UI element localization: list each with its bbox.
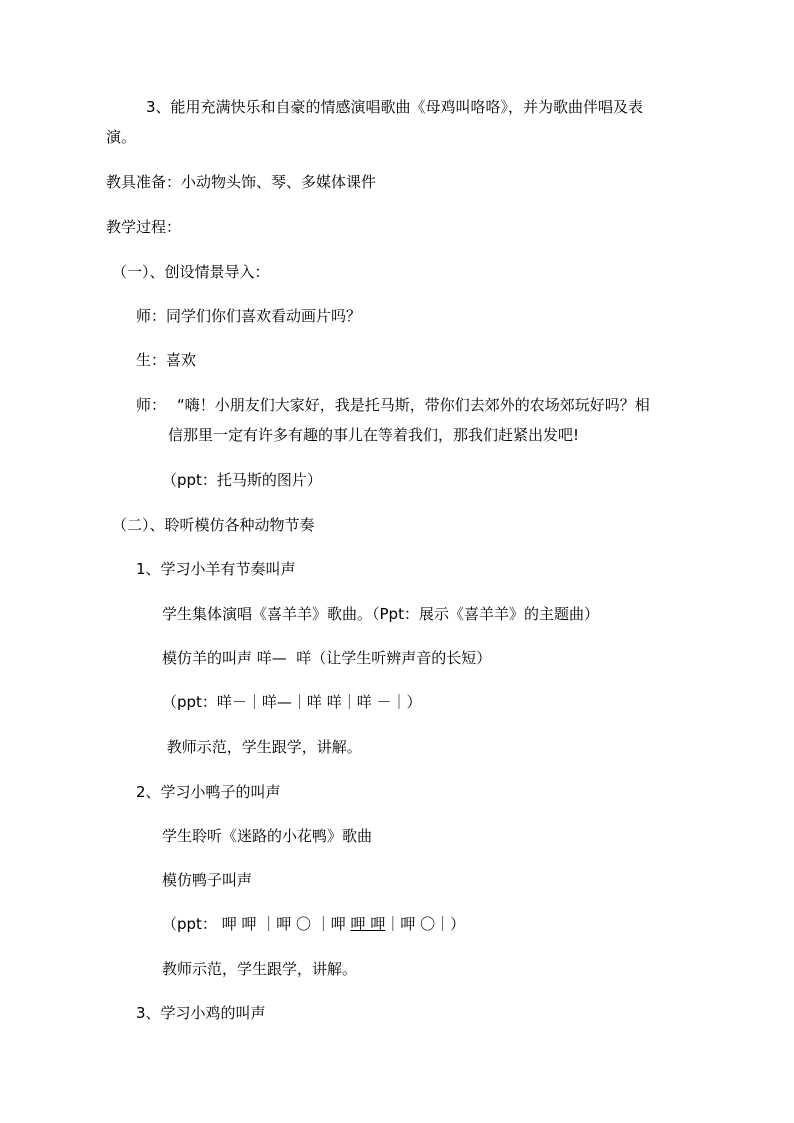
rhythm-underlined: 呷 呷: [350, 915, 386, 933]
item-2-line-2: 模仿鸭子叫声: [162, 871, 253, 889]
teacher-speech-line-1: “嗨！小朋友们大家好，我是托马斯，带你们去郊外的农场郊玩好吗？相: [177, 396, 650, 414]
item-2-line-1: 学生聆听《迷路的小花鸭》歌曲: [162, 827, 373, 845]
item-2-rhythm-line: [162, 914, 465, 934]
teacher-label: 师：: [136, 396, 167, 414]
student-answer: 生：喜欢: [136, 351, 197, 369]
item-1-title: 1、学习小羊有节奏叫声: [136, 560, 296, 578]
rhythm-after: ｜呷 〇｜）: [385, 915, 466, 933]
item-1-rhythm-line: （ppt：咩－｜咩—｜咩 咩｜咩 －｜）: [162, 693, 422, 711]
process-heading: 教学过程：: [106, 218, 182, 236]
section-1-title: （一）、创设情景导入：: [112, 263, 270, 281]
ppt-note-thomas: （ppt：托马斯的图片）: [162, 471, 322, 489]
materials-line: 教具准备：小动物头饰、琴、多媒体课件: [106, 173, 377, 191]
item-1-line-1: 学生集体演唱《喜羊羊》歌曲。（Ppt：展示《喜羊羊》的主题曲）: [162, 605, 599, 623]
item-3-title: 3、学习小鸡的叫声: [136, 1004, 266, 1022]
teacher-speech-line-2: 信那里一定有许多有趣的事儿在等着我们，那我们赶紧出发吧!: [168, 426, 580, 444]
section-2-title: （二）、聆听模仿各种动物节奏: [112, 516, 315, 534]
rhythm-before: （ppt： 呷 呷 ｜呷 〇 ｜呷: [162, 915, 351, 933]
item-1-line-4: 教师示范，学生跟学，讲解。: [162, 738, 362, 756]
objective-3-line-2: 演。: [106, 128, 137, 146]
item-1-line-2: 模仿羊的叫声 咩— 咩（让学生听辨声音的长短）: [162, 649, 492, 667]
item-2-line-4: 教师示范，学生跟学，讲解。: [162, 960, 358, 978]
item-2-title: 2、学习小鸭子的叫声: [136, 783, 281, 801]
objective-3-line-1: 3、能用充满快乐和自豪的情感演唱歌曲《母鸡叫咯咯》，并为歌曲伴唱及表: [146, 98, 644, 116]
teacher-question: 师：同学们你们喜欢看动画片吗？: [136, 307, 362, 325]
